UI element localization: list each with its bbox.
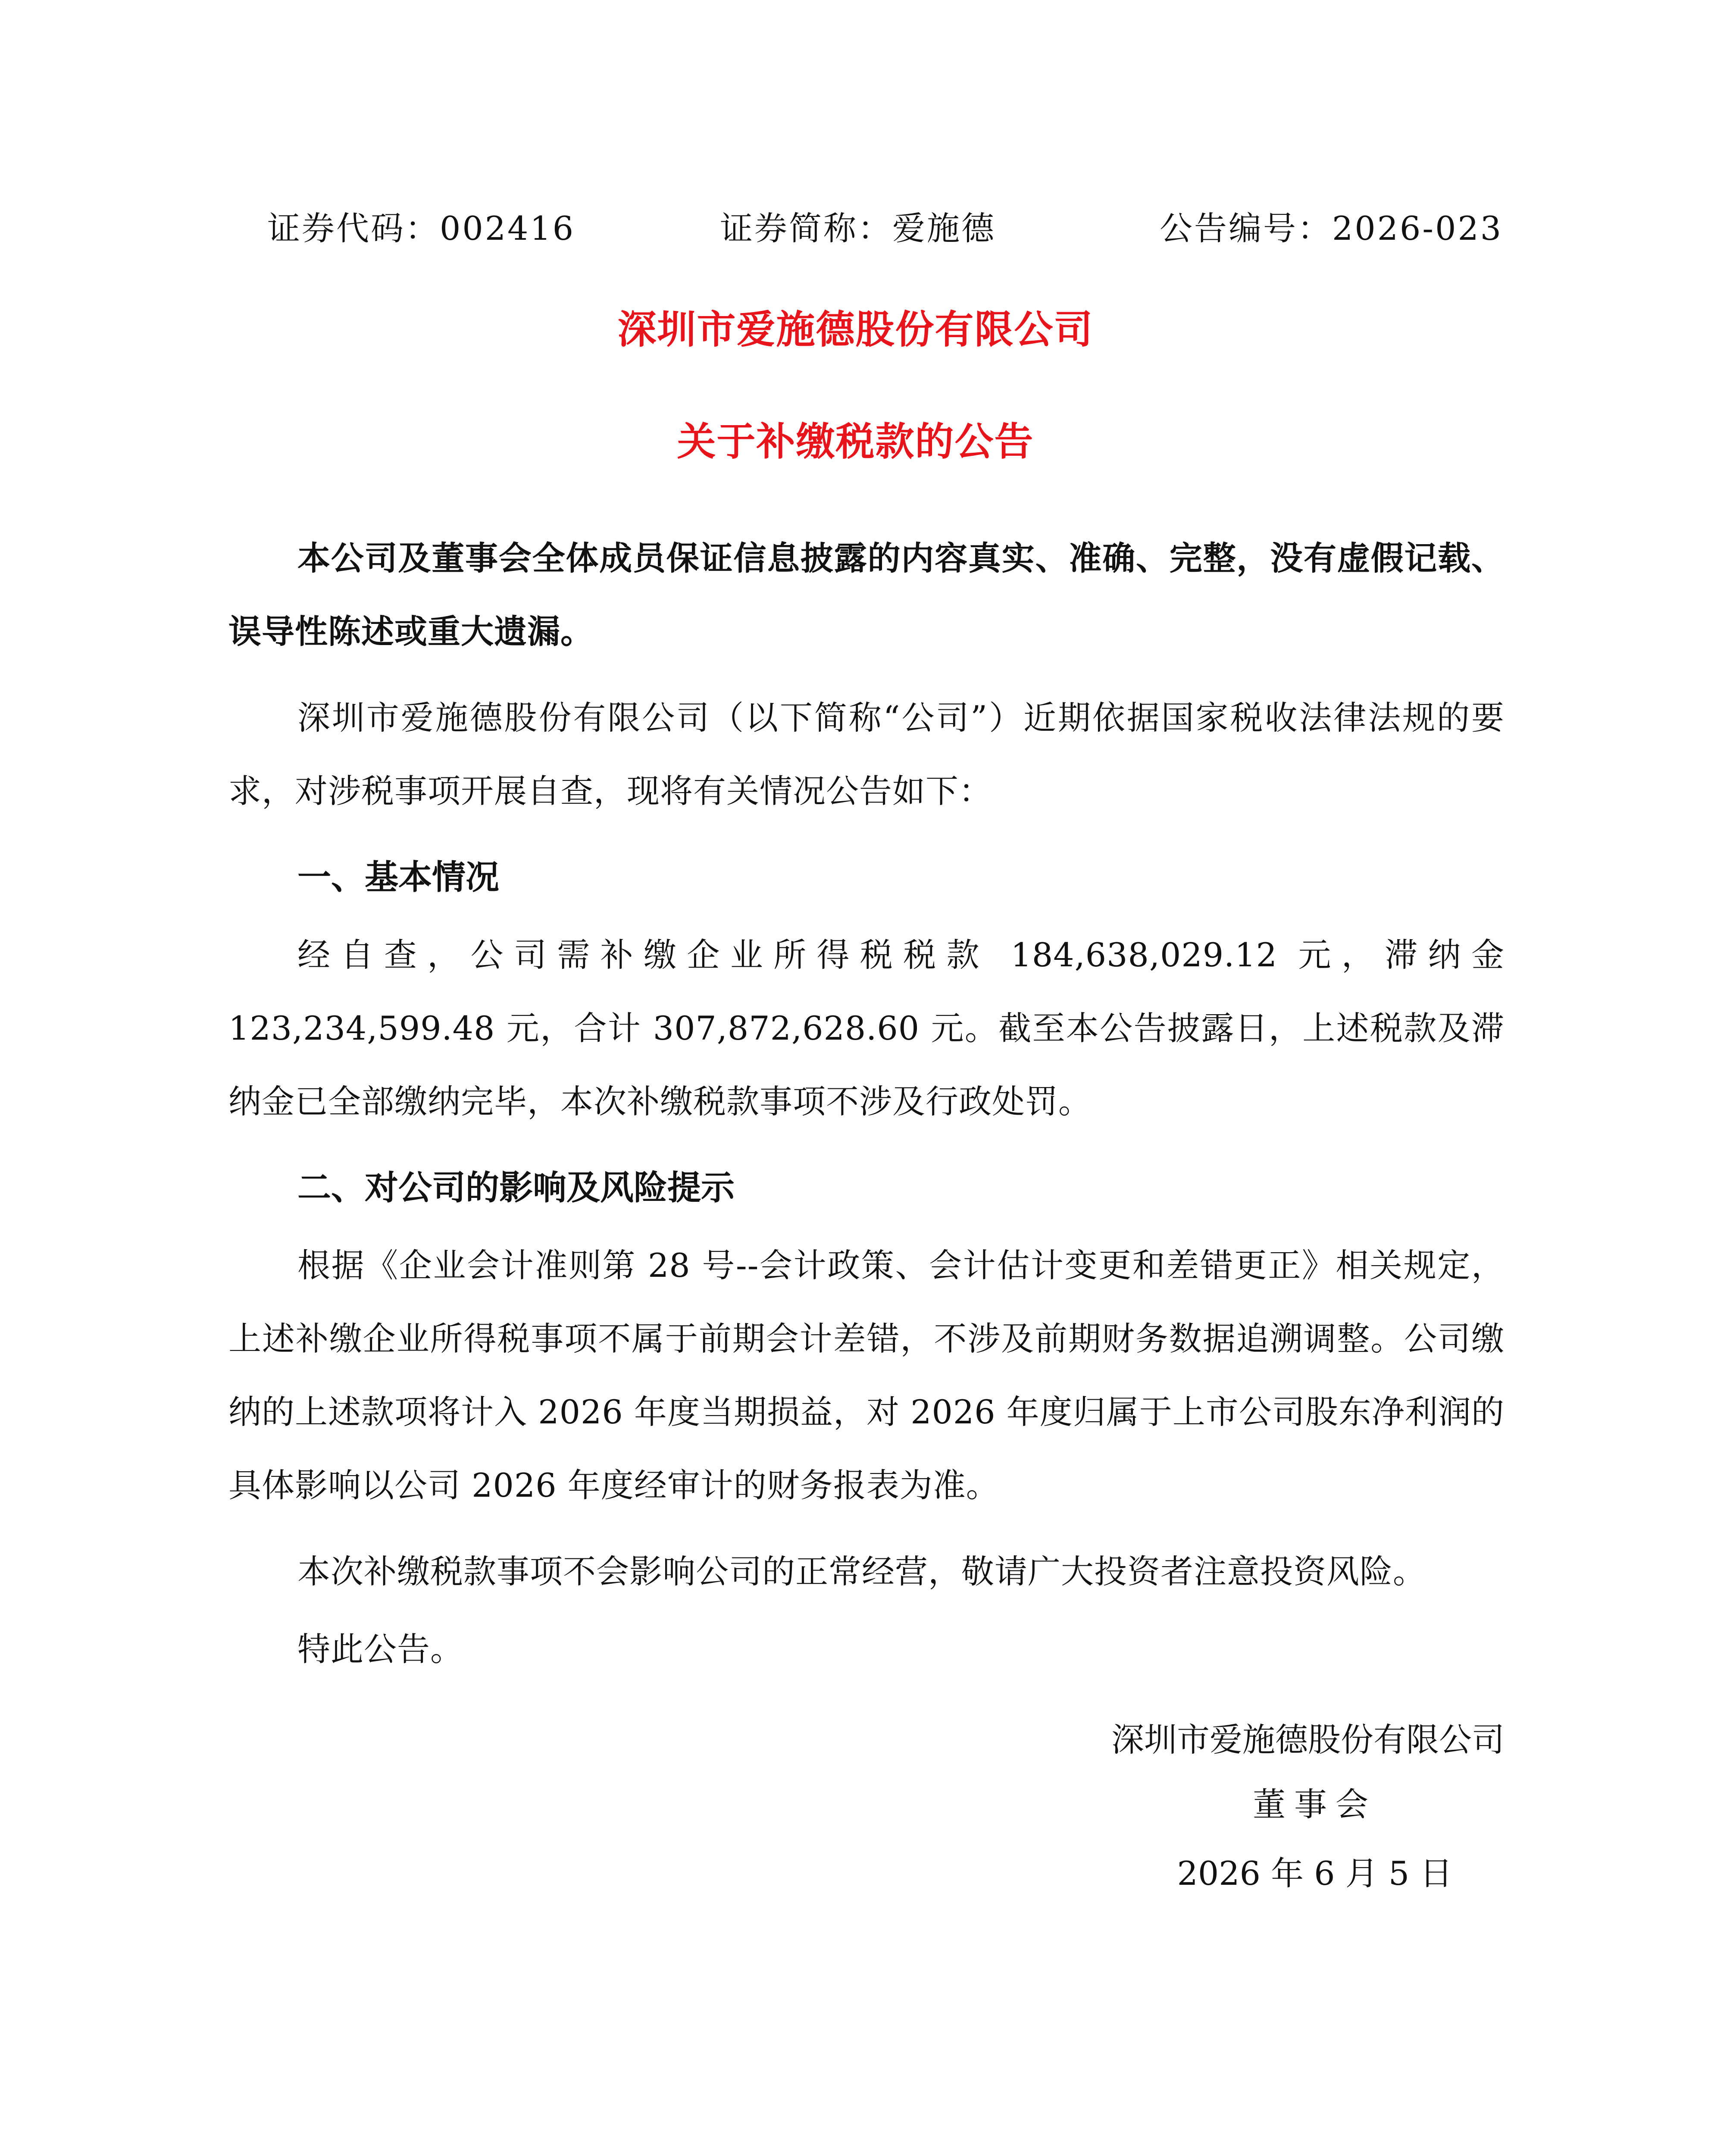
announcement-number: 公告编号：2026-023	[1160, 209, 1503, 248]
section-1-heading-block	[228, 841, 1505, 914]
closing-block	[228, 1613, 1505, 1686]
board-statement-block	[228, 522, 1505, 668]
section-2-heading-block	[228, 1151, 1505, 1225]
stock-code: 证券代码：002416	[267, 209, 576, 248]
announcement-title: 关于补缴税款的公告	[677, 419, 1034, 464]
intro-block	[228, 681, 1505, 828]
risk-notice-block	[228, 1535, 1505, 1608]
document-header	[267, 203, 1503, 254]
signature-date: 2026 年 6 月 5 日	[1177, 1854, 1453, 1893]
section-2-body-block	[228, 1229, 1505, 1522]
section-2-heading: 二、对公司的影响及风险提示	[297, 1169, 735, 1207]
board-statement: 本公司及董事会全体成员保证信息披露的内容真实、准确、完整，没有虚假记载、误导性陈述或重大遗漏。	[228, 539, 1505, 651]
section-1-body-block	[228, 918, 1505, 1138]
section-1-heading: 一、基本情况	[297, 858, 500, 897]
section-2-paragraph: 根据《企业会计准则第 28 号--会计政策、会计估计变更和差错更正》相关规定，上述补缴企业所得税事项不属于前期会计差错，不涉及前期财务数据追溯调整。公司缴纳的上述款项将计入 2026 年度当期损益，对 2026 年度归属于上市公司股东净利润的具体影响以公司 2026 年度经审计的财务报表为准。	[228, 1246, 1505, 1504]
signature-board: 董事会	[1253, 1785, 1377, 1824]
risk-notice-paragraph: 本次补缴税款事项不会影响公司的正常经营，敬请广大投资者注意投资风险。	[297, 1552, 1426, 1591]
intro-paragraph: 深圳市爱施德股份有限公司（以下简称“公司”）近期依据国家税收法律法规的要求，对涉税事项开展自查，现将有关情况公告如下：	[228, 699, 1505, 810]
company-title: 深圳市爱施德股份有限公司	[617, 307, 1094, 352]
signature-company: 深圳市爱施德股份有限公司	[1111, 1720, 1505, 1759]
stock-abbreviation: 证券简称：爱施德	[720, 209, 996, 248]
section-1-paragraph: 经自查，公司需补缴企业所得税税款 184,638,029.12 元，滞纳金 123,234,599.48 元，合计 307,872,628.60 元。截至本公告披露日，上述税款及滞纳金已全部缴纳完毕，本次补缴税款事项不涉及行政处罚。	[228, 936, 1505, 1121]
closing-paragraph: 特此公告。	[297, 1630, 463, 1668]
